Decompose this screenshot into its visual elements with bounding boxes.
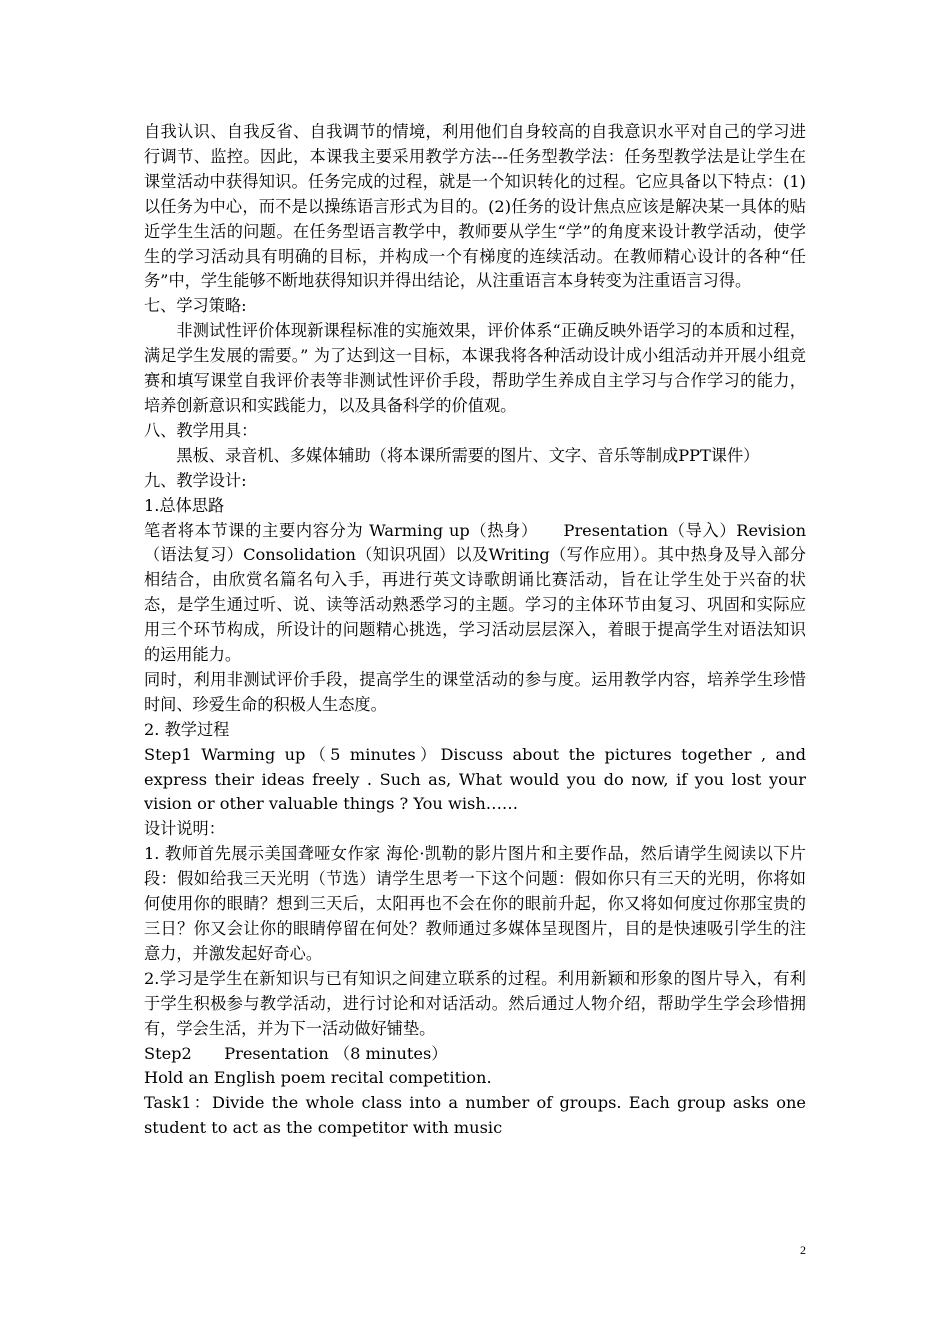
heading-teaching-aids: 八、教学用具： (144, 420, 258, 440)
page-body (144, 120, 806, 1141)
paragraph-task1: Task1：Divide the whole class into a number of groups. Each group asks one student to act as the competitor with music (144, 1093, 806, 1138)
page-number: 2 (800, 1243, 806, 1257)
heading-learning-strategy: 七、学习策略: (144, 296, 247, 316)
paragraph-step2: Step2 Presentation （8 minutes） (144, 1043, 448, 1063)
paragraph-note-1: 1. 教师首先展示美国聋哑女作家 海伦·凯勒的影片图片和主要作品，然后请学生阅读以下片段：假如给我三天光明（节选）请学生思考一下这个问题：假如你只有三天的光明，你将如何使用你的眼睛？想到三天后，太阳再也不会在你的眼前升起，你又将如何度过你那宝贵的三日？你又会让你的眼睛停留在何处？教师通过多媒体呈现图片，目的是快速吸引学生的注意力，并激发起好奇心。 (144, 844, 806, 963)
heading-teaching-design: 九、教学设计: (144, 470, 247, 490)
paragraph-competition: Hold an English poem recital competition. (144, 1068, 492, 1088)
paragraph-step1: Step1 Warming up（5 minutes）Discuss about the pictures together , and express their ideas freely . Such as, What would you do now, if you lost your vision or other valuable things ? You wish…… (144, 744, 806, 814)
subheading-overall-idea: 1.总体思路 (144, 495, 225, 515)
subheading-teaching-process: 2. 教学过程 (144, 719, 230, 739)
heading-design-notes: 设计说明： (144, 819, 225, 839)
paragraph-evaluation: 非测试性评价体现新课程标准的实施效果，评价体系“正确反映外语学习的本质和过程，满足学生发展的需要。” 为了达到这一目标，本课我将各种活动设计成小组活动并开展小组竞赛和填写课堂自我评价表等非测试性评价手段，帮助学生养成自主学习与合作学习的能力，培养创新意识和实践能力，以及具备科学的价值观。 (144, 321, 806, 415)
paragraph-teaching-aids: 黑板、录音机、多媒体辅助（将本课所需要的图片、文字、音乐等制成PPT课件） (176, 445, 760, 465)
paragraph-note-2: 2.学习是学生在新知识与已有知识之间建立联系的过程。利用新颖和形象的图片导入，有利于学生积极参与教学活动，进行讨论和对话活动。然后通过人物介绍，帮助学生学会珍惜拥有，学会生活，并为下一活动做好铺垫。 (144, 968, 806, 1038)
paragraph-evaluation-means: 同时，利用非测试评价手段，提高学生的课堂活动的参与度。运用教学内容，培养学生珍惜时间、珍爱生命的积极人生态度。 (144, 669, 806, 714)
paragraph-method: 自我认识、自我反省、自我调节的情境，利用他们自身较高的自我意识水平对自己的学习进行调节、监控。因此，本课我主要采用教学方法---任务型教学法：任务型教学法是让学生在课堂活动中获得知识。任务完成的过程，就是一个知识转化的过程。它应具备以下特点：(1)以任务为中心，而不是以操练语言形式为目的。(2)任务的设计焦点应该是解决某一具体的贴近学生生活的问题。在任务型语言教学中，教师要从学生“学”的角度来设计教学活动，使学生的学习活动具有明确的目标，并构成一个有梯度的连续活动。在教师精心设计的各种“任务”中，学生能够不断地获得知识并得出结论，从注重语言本身转变为注重语言习得。 (144, 122, 806, 291)
paragraph-overall-idea: 笔者将本节课的主要内容分为 Warming up（热身） Presentation（导入）Revision（语法复习）Consolidation（知识巩固）以及Writing（写作应用）。其中热身及导入部分相结合，由欣赏名篇名句入手，再进行英文诗歌朗诵比赛活动，旨在让学生处于兴奋的状态，是学生通过听、说、读等活动熟悉学习的主题。学习的主体环节由复习、巩固和实际应用三个环节构成，所设计的问题精心挑选，学习活动层层深入，着眼于提高学生对语法知识的运用能力。 (144, 520, 806, 665)
